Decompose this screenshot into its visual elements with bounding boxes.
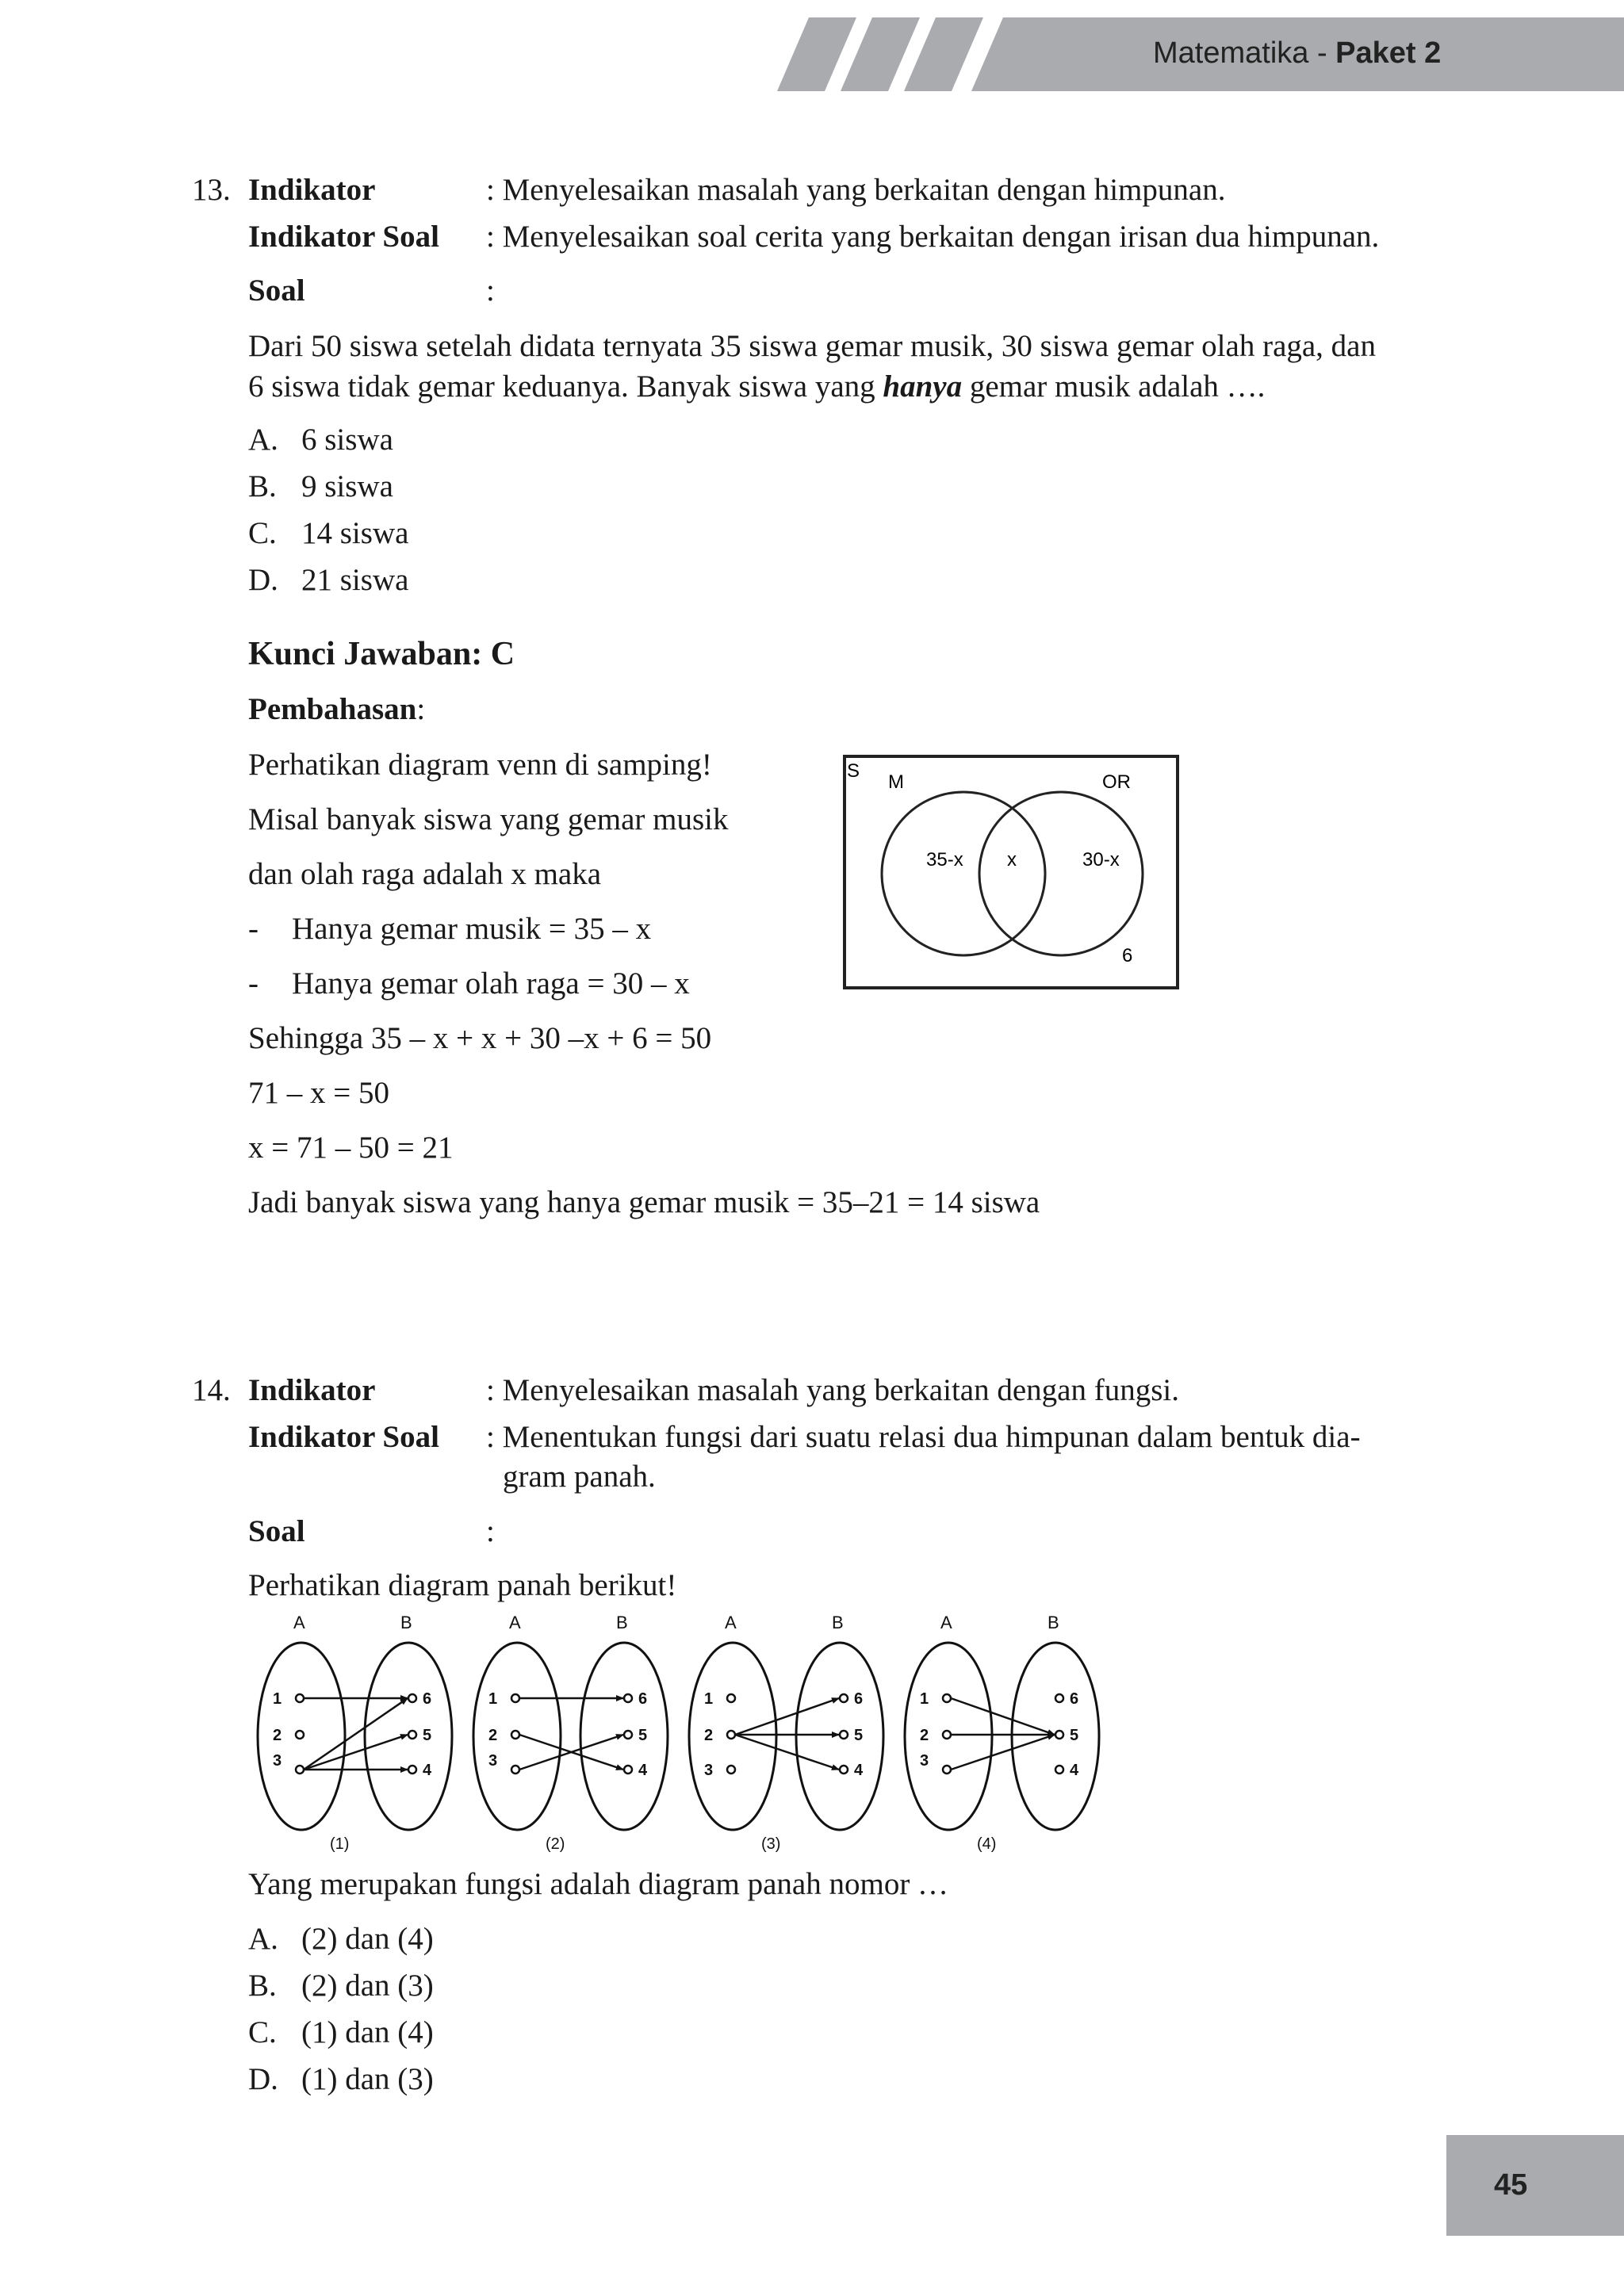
indikator-text: : Menyelesaikan masalah yang berkaitan dengan himpunan. <box>486 173 1226 207</box>
diagram-number-label: (4) <box>977 1835 997 1853</box>
codomain-label: 5 <box>638 1727 648 1744</box>
codomain-label: 6 <box>1070 1690 1079 1708</box>
answer-key: Kunci Jawaban: C <box>248 636 515 672</box>
soal-colon: : <box>486 274 495 308</box>
set-a-label: A <box>293 1613 305 1632</box>
set-m-label: M <box>888 771 904 793</box>
diagram-number-label: (3) <box>761 1835 781 1853</box>
explanation-line: Sehingga 35 – x + x + 30 –x + 6 = 50 <box>248 1021 712 1055</box>
explanation-line: Jadi banyak siswa yang hanya gemar musik = 35–21 = 14 siswa <box>248 1185 1040 1219</box>
set-b-label: B <box>832 1613 844 1632</box>
set-b-label: B <box>616 1613 628 1632</box>
soal-colon: : <box>486 1514 495 1548</box>
domain-label: 3 <box>488 1752 498 1770</box>
only-m-label: 35-x <box>926 849 963 871</box>
set-m-circle <box>882 792 1045 955</box>
codomain-label: 5 <box>423 1727 432 1744</box>
bullet-item: - Hanya gemar musik = 35 – x <box>248 912 652 946</box>
option-b[interactable]: B. 9 siswa <box>248 469 393 503</box>
domain-label: 1 <box>488 1690 498 1708</box>
indikator-label: Indikator <box>248 1373 376 1407</box>
codomain-label: 4 <box>854 1762 864 1779</box>
question-number: 14. <box>192 1373 231 1407</box>
codomain-label: 6 <box>423 1690 432 1708</box>
header-title: Matematika - Paket 2 <box>1153 36 1442 70</box>
domain-label: 2 <box>704 1727 714 1744</box>
question-number: 13. <box>192 173 231 207</box>
set-or-label: OR <box>1102 771 1131 793</box>
intersection-label: x <box>1007 849 1017 871</box>
only-or-label: 30-x <box>1082 849 1120 871</box>
set-b-label: B <box>1048 1613 1059 1632</box>
diagram-intro: Perhatikan diagram panah berikut! <box>248 1568 677 1602</box>
domain-label: 1 <box>704 1690 714 1708</box>
pembahasan-heading: Pembahasan: <box>248 692 426 726</box>
codomain-label: 4 <box>423 1762 432 1779</box>
set-a-label: A <box>725 1613 737 1632</box>
domain-label: 3 <box>920 1752 929 1770</box>
option-d[interactable]: D. 21 siswa <box>248 563 409 597</box>
diagram-number-label: (2) <box>546 1835 565 1853</box>
soal-label: Soal <box>248 1514 305 1548</box>
codomain-label: 4 <box>638 1762 648 1779</box>
set-b-label: B <box>400 1613 412 1632</box>
option-a[interactable]: A. (2) dan (4) <box>248 1922 434 1956</box>
explanation-line: x = 71 – 50 = 21 <box>248 1131 454 1165</box>
domain-label: 2 <box>273 1727 282 1744</box>
bullet-item: - Hanya gemar olah raga = 30 – x <box>248 966 690 1001</box>
indikator-soal-text-cont: gram panah. <box>503 1460 656 1494</box>
page-number-box <box>1446 2135 1624 2236</box>
indikator-label: Indikator <box>248 173 376 207</box>
set-or-circle <box>979 792 1143 955</box>
explanation-line: 71 – x = 50 <box>248 1076 389 1110</box>
explanation-line: Misal banyak siswa yang gemar musik <box>248 802 729 836</box>
option-c[interactable]: C. (1) dan (4) <box>248 2015 434 2049</box>
explanation-line: dan olah raga adalah x maka <box>248 857 602 891</box>
indikator-soal-label: Indikator Soal <box>248 1420 439 1454</box>
arrow-diagrams <box>238 1609 1126 1855</box>
codomain-label: 4 <box>1070 1762 1079 1779</box>
indikator-soal-text: : Menentukan fungsi dari suatu relasi dua himpunan dalam bentuk dia- <box>486 1420 1361 1454</box>
explanation-line: Perhatikan diagram venn di samping! <box>248 748 712 782</box>
soal-label: Soal <box>248 274 305 308</box>
question-line-2: 6 siswa tidak gemar keduanya. Banyak siswa yang hanya gemar musik adalah …. <box>248 369 1266 404</box>
option-a[interactable]: A. 6 siswa <box>248 423 393 457</box>
domain-label: 2 <box>920 1727 929 1744</box>
domain-label: 2 <box>488 1727 498 1744</box>
page-number: 45 <box>1494 2168 1528 2202</box>
indikator-soal-label: Indikator Soal <box>248 220 439 254</box>
option-b[interactable]: B. (2) dan (3) <box>248 1969 434 2003</box>
venn-diagram <box>841 753 1182 991</box>
indikator-soal-text: : Menyelesaikan soal cerita yang berkaitan dengan irisan dua himpunan. <box>486 220 1380 254</box>
domain-label: 1 <box>920 1690 929 1708</box>
codomain-label: 5 <box>1070 1727 1079 1744</box>
codomain-label: 6 <box>638 1690 648 1708</box>
set-a-label: A <box>509 1613 521 1632</box>
codomain-label: 6 <box>854 1690 864 1708</box>
indikator-text: : Menyelesaikan masalah yang berkaitan dengan fungsi. <box>486 1373 1179 1407</box>
codomain-label: 5 <box>854 1727 864 1744</box>
diagram-number-label: (1) <box>330 1835 350 1853</box>
domain-label: 3 <box>704 1762 714 1779</box>
outside-label: 6 <box>1122 945 1133 966</box>
domain-label: 1 <box>273 1690 282 1708</box>
universe-label: S <box>847 760 860 782</box>
option-d[interactable]: D. (1) dan (3) <box>248 2062 434 2096</box>
option-c[interactable]: C. 14 siswa <box>248 516 409 550</box>
set-a-label: A <box>940 1613 952 1632</box>
question-text: Yang merupakan fungsi adalah diagram panah nomor … <box>248 1867 949 1901</box>
question-line-1: Dari 50 siswa setelah didata ternyata 35 siswa gemar musik, 30 siswa gemar olah raga, dan <box>248 329 1376 363</box>
domain-label: 3 <box>273 1752 282 1770</box>
